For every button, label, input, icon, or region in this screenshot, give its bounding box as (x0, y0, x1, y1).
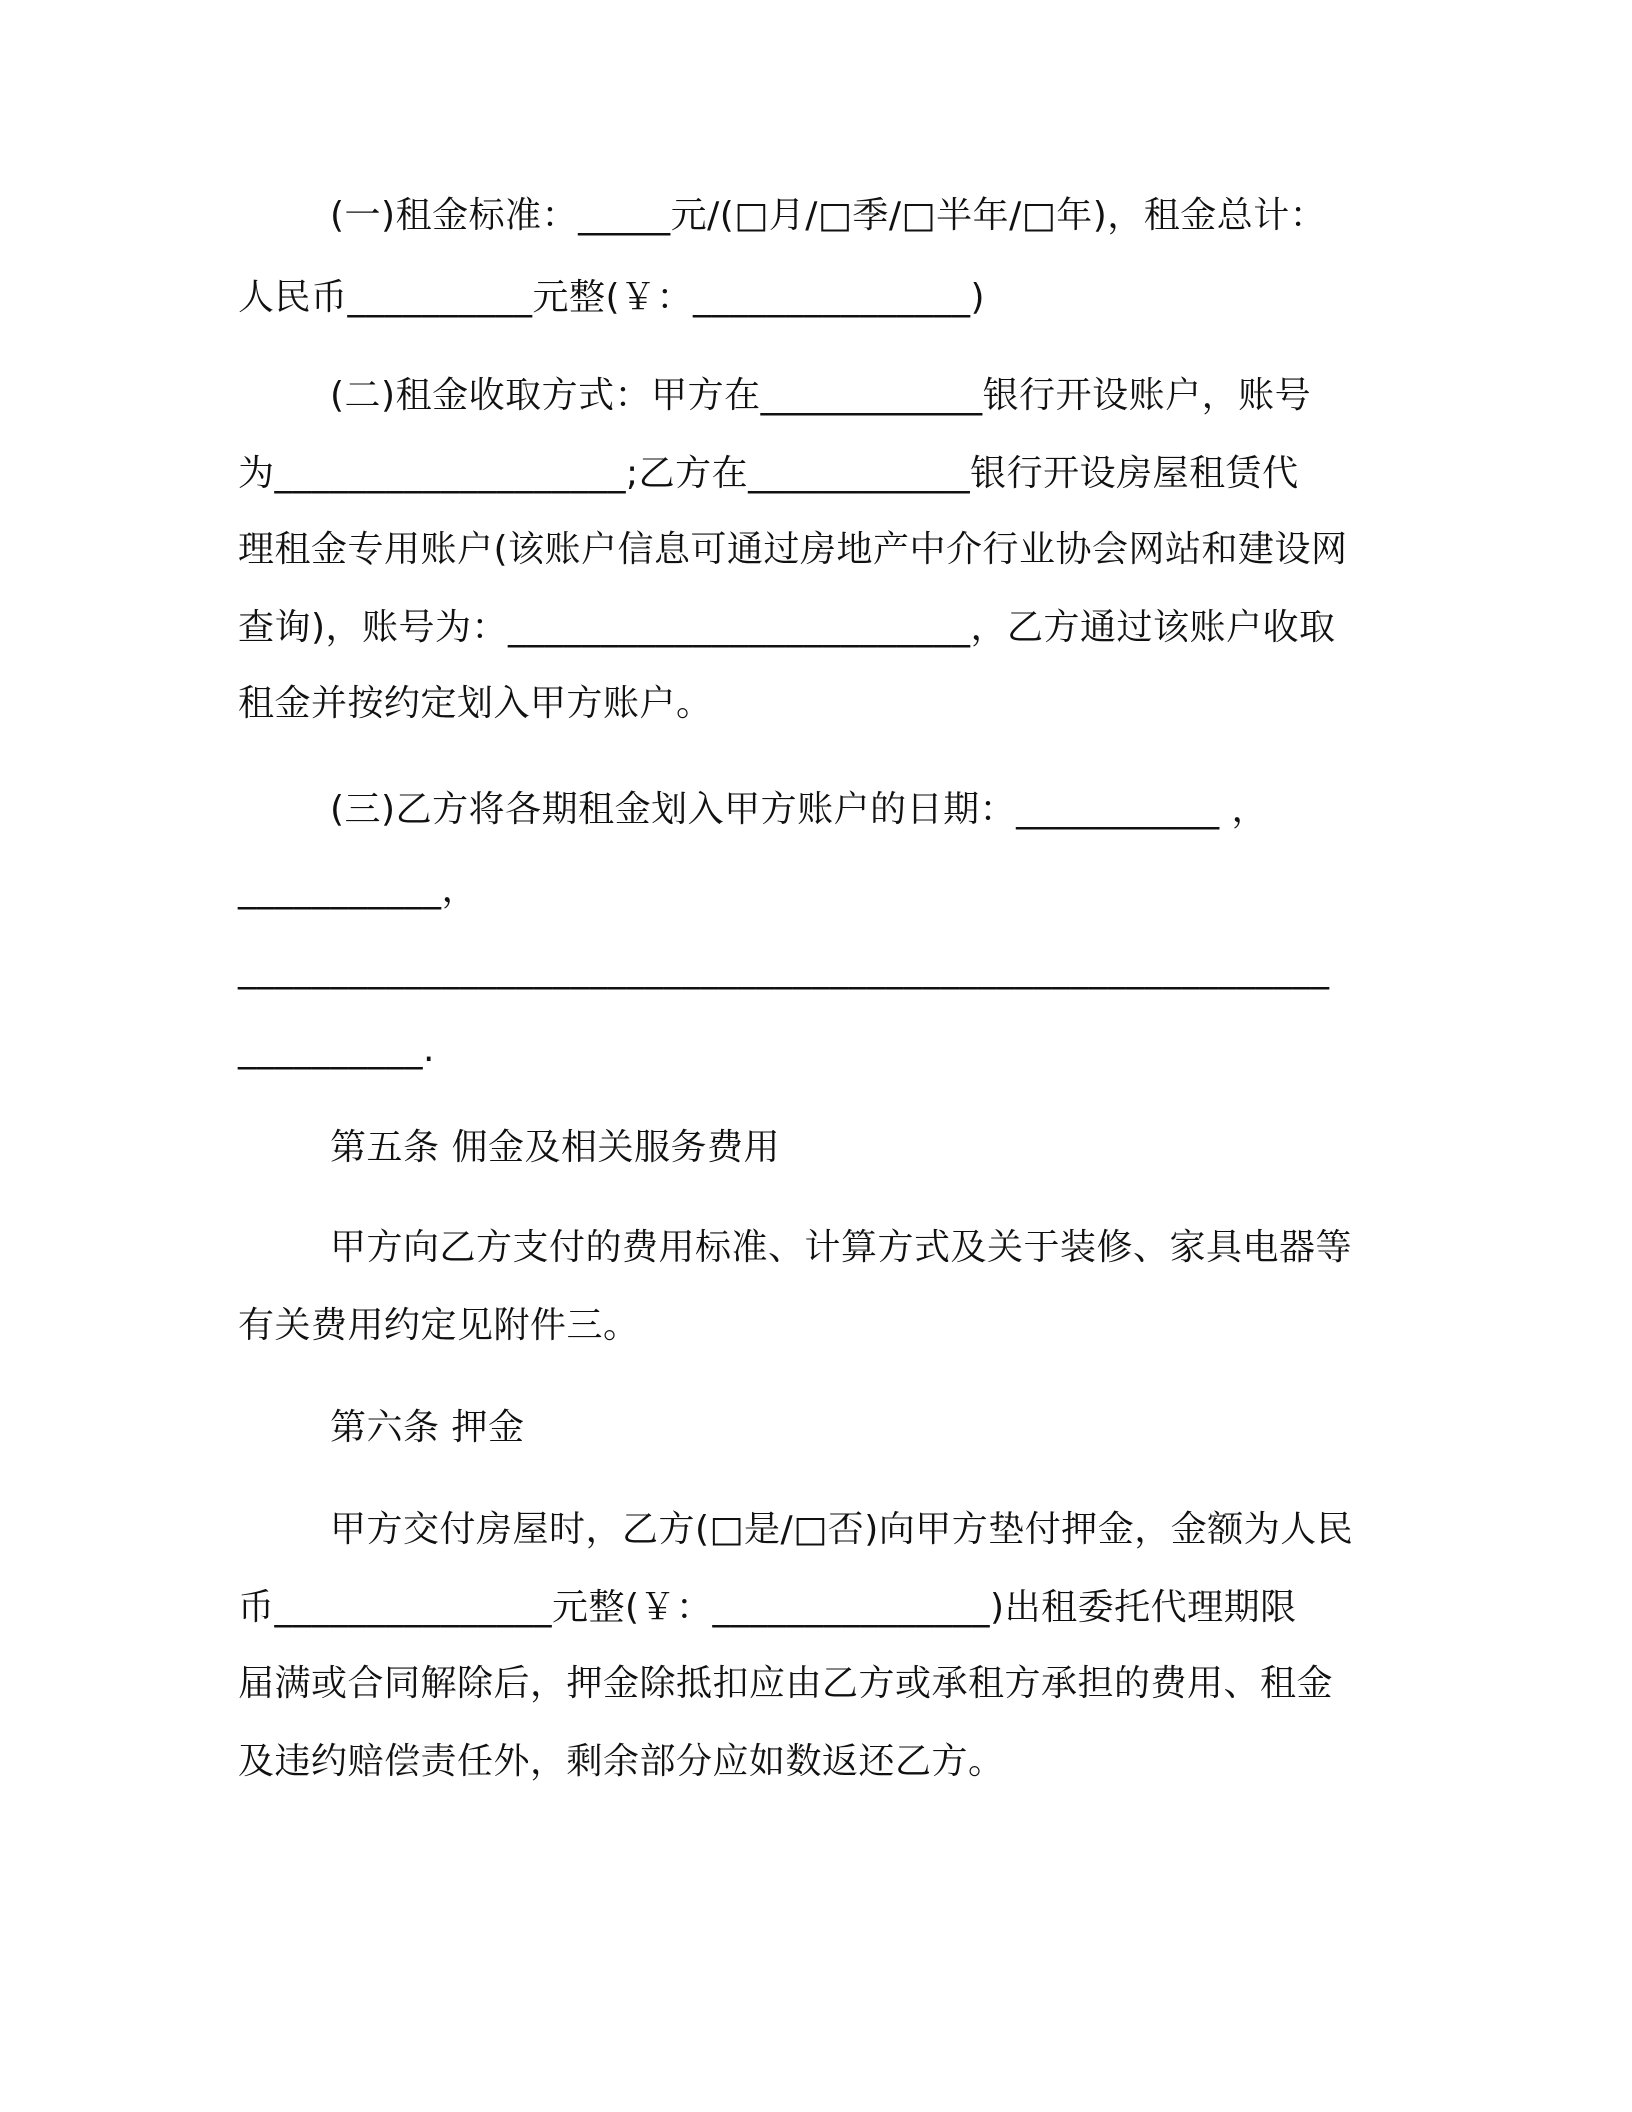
article-five-text-line-2: 有关费用约定见附件三。 (238, 1305, 640, 1346)
rent-collection-line-5: 租金并按约定划入甲方账户。 (238, 683, 713, 724)
rent-transfer-date-line-2: ___________， (238, 869, 479, 910)
rent-collection-line-1: (二)租金收取方式：甲方在____________银行开设账户，账号 (330, 375, 1312, 416)
article-five-text-line-1: 甲方向乙方支付的费用标准、计算方式及关于装修、家具电器等 (330, 1227, 1353, 1268)
rent-transfer-date-line-4: __________. (238, 1029, 435, 1070)
rent-transfer-date-line-3: ___________________________________________________________ (238, 949, 1330, 990)
rent-standard-line-1: (一)租金标准：_____元/(□月/□季/□半年/□年)，租金总计： (330, 195, 1327, 236)
rent-transfer-date-line-1: (三)乙方将各期租金划入甲方账户的日期：___________ ， (330, 789, 1269, 830)
deposit-text-line-4: 及违约赔偿责任外，剩余部分应如数返还乙方。 (238, 1741, 1005, 1782)
rent-collection-line-4: 查询)，账号为：_________________________，乙方通过该账户收取 (238, 607, 1336, 648)
deposit-text-line-3: 届满或合同解除后，押金除抵扣应由乙方或承租方承担的费用、租金 (238, 1663, 1334, 1704)
deposit-text-line-1: 甲方交付房屋时，乙方(□是/□否)向甲方垫付押金，金额为人民 (330, 1509, 1354, 1550)
deposit-text-line-2: 币_______________元整(￥：_______________)出租委托代理期限 (238, 1587, 1297, 1628)
rent-standard-line-2: 人民币__________元整(￥：_______________) (238, 277, 986, 318)
rent-collection-line-3: 理租金专用账户(该账户信息可通过房地产中介行业协会网站和建设网 (238, 529, 1348, 570)
article-five-heading: 第五条 佣金及相关服务费用 (330, 1127, 780, 1168)
rent-collection-line-2: 为___________________;乙方在____________银行开设房屋租赁代 (238, 453, 1299, 494)
article-six-heading: 第六条 押金 (330, 1407, 525, 1448)
